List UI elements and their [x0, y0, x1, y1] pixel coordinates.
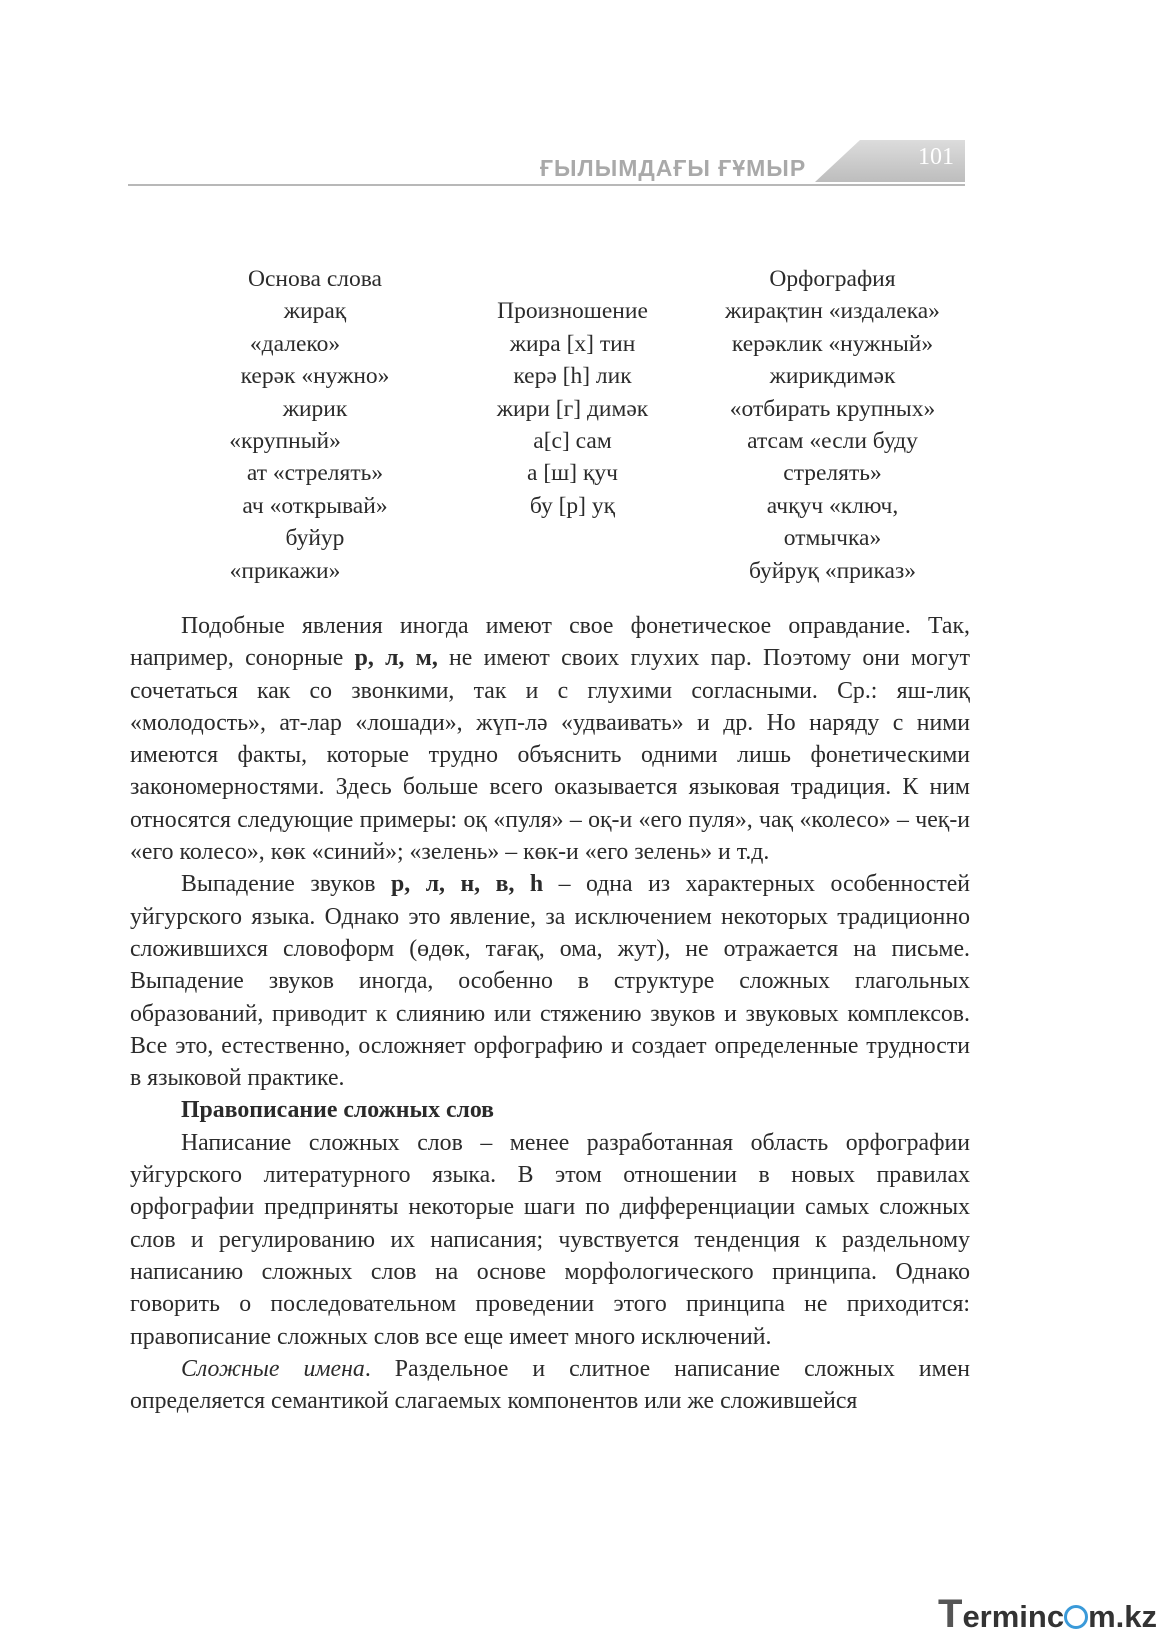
- logo-text: erminc: [962, 1599, 1065, 1634]
- paragraph: [130, 868, 970, 1094]
- table-cell: жирикдимәк: [769, 363, 896, 390]
- text-run: не имеют своих глухих пар. Поэтому они могут сочетаться как со звонкими, так и с глухими согласными. Ср.: яш-лиқ «молодость», ат-лар «лошади», жүп-лә «удваивать» и др. Но наряду с ними имеются факты, которые трудно объяснить одними лишь фонетическими закономерностями. Здесь больше всего оказывается языковая традиция. К ним относятся следующие примеры: оқ «пуля» – оқ-и «его пуля», чақ «колесо» – чеқ-и «его колесо», көк «синий»; «зелень» – көк-и «его зелень» и т.д.: [130, 645, 971, 866]
- table-cell: керә [h] лик: [513, 363, 632, 390]
- italic-run: Сложные имена: [181, 1355, 365, 1382]
- column-heading-pronunciation: Произношение: [497, 298, 648, 325]
- bold-run: р, л, н, в, h: [391, 871, 544, 898]
- column-heading-base: Основа слова: [248, 266, 382, 292]
- text-run: Подобные явления иногда имеют свое фонетическое оправдание. Так, например, сонорные: [130, 613, 970, 672]
- table-cell: буйур: [285, 525, 345, 552]
- table-cell: буйруқ «приказ»: [748, 557, 917, 584]
- paragraph: Написание сложных слов – менее разработанная область орфографии уйгурского литературного языка. В этом отношении в новых правилах орфографии предприняты некоторые шаги по дифференциации самых сложных слов и регулированию их написания; чувствуется тенденция к раздельному написанию сложных слов на основе морфологического принципа. Однако говорить о последовательном проведении этого принципа не приходится: правописание сложных слов все еще имеет много исключений.: [130, 1129, 970, 1350]
- logo-text: m.kz: [1088, 1599, 1158, 1634]
- bold-run: р, л, м,: [354, 645, 438, 672]
- table-cell: «крупный»: [229, 428, 341, 455]
- table-cell: жирақ: [283, 298, 347, 325]
- termincom-watermark-logo: [938, 1592, 1157, 1637]
- magnifier-icon: [1064, 1605, 1088, 1629]
- table-cell: ачқуч «ключ,: [766, 492, 899, 519]
- logo-letter: T: [938, 1592, 963, 1636]
- table-cell: ат «стрелять»: [246, 460, 384, 487]
- column-heading-orthography: Орфография: [769, 266, 896, 292]
- table-cell: а [ш] қуч: [527, 460, 618, 487]
- table-cell: отмычка»: [783, 525, 882, 552]
- table-cell: стрелять»: [783, 460, 882, 487]
- page-number: 101: [918, 144, 954, 170]
- text-run: . Раздельное и слитное написание сложных имен определяется семантикой слагаемых компонентов или же сложившейся: [130, 1355, 971, 1415]
- text-run: – одна из характерных особенностей уйгурского языка. Однако это явление, за исключением некоторых традиционно сложившихся словоформ (өдөк, тағақ, ома, жут), не отражается на письме. Выпадение звуков иногда, особенно в структуре сложных глагольных образований, приводит к слиянию или стяжению звуков и звуковых комплексов. Все это, естественно, осложняет орфографию и создает определенные трудности в языковой практике.: [130, 871, 971, 1092]
- section-heading: Правописание сложных слов: [181, 1097, 495, 1124]
- table-cell: жирақтин «издалека»: [725, 298, 940, 325]
- table-cell: а[с] сам: [533, 428, 612, 455]
- paragraph: [130, 610, 970, 868]
- table-cell: керәк «нужно»: [240, 363, 390, 390]
- table-cell: ач «открывай»: [242, 492, 388, 519]
- table-cell: «далеко»: [249, 330, 341, 357]
- table-cell: «отбирать крупных»: [729, 395, 936, 422]
- body-text: [130, 610, 970, 1417]
- table-cell: бу [р] уқ: [529, 492, 616, 519]
- table-column-pronunciation: [440, 263, 705, 522]
- table-cell: атсам «если буду: [747, 428, 918, 455]
- table-cell: жира [х] тин: [509, 330, 636, 357]
- table-column-orthography: [695, 263, 970, 587]
- header-divider: [128, 184, 965, 186]
- paragraph: [130, 1353, 970, 1418]
- table-cell: жирик: [282, 395, 348, 422]
- table-cell: «прикажи»: [229, 557, 341, 584]
- table-column-base: [180, 263, 450, 587]
- table-cell: жири [г] димәк: [496, 395, 649, 422]
- table-cell: керәклик «нужный»: [731, 330, 934, 357]
- running-header-title: ҒЫЛЫМДАҒЫ ҒҰМЫР: [540, 155, 807, 181]
- text-run: Выпадение звуков: [181, 871, 392, 898]
